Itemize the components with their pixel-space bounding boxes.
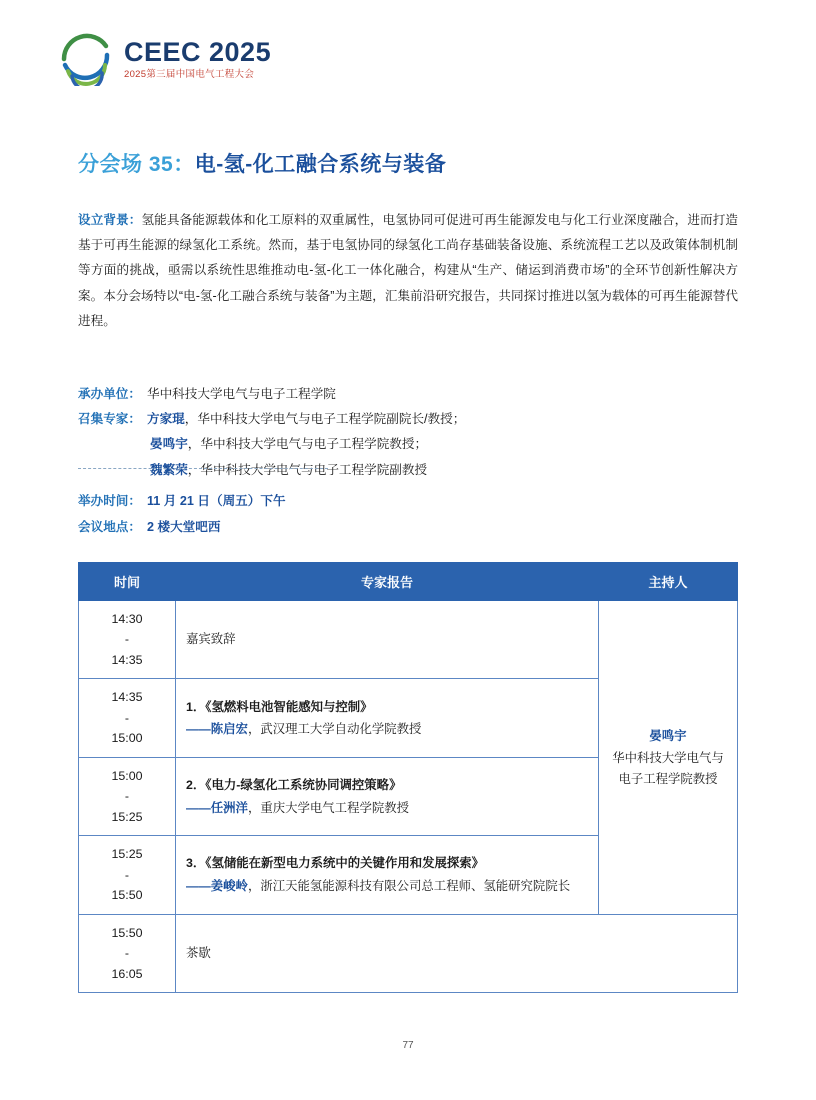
- page-number: 77: [402, 1040, 414, 1051]
- page-title: [78, 148, 446, 178]
- convener-name-2: 魏繁荣: [150, 462, 188, 477]
- row-report-1: [176, 679, 599, 757]
- time-end: 14:35: [111, 652, 143, 667]
- background-label: 设立背景：: [78, 213, 142, 227]
- table-header-row: [79, 563, 738, 601]
- event-time-label: 举办时间：: [78, 494, 141, 508]
- host-affiliation: 华中科技大学电气与电子工程学院教授: [612, 751, 724, 786]
- time-sep: -: [124, 632, 130, 647]
- report-speaker-info-3: ，浙江天能氢能源科技有限公司总工程师、氢能研究院院长: [247, 878, 571, 893]
- organizer-label: 承办单位：: [78, 387, 141, 401]
- report-title-3: 3．《氢储能在新型电力系统中的关键作用和发展探索》: [186, 856, 485, 871]
- report-plain-4: 茶歇: [186, 946, 211, 961]
- convener-affiliation-0: ，华中科技大学电气与电子工程学院副院长/教授；: [184, 412, 466, 427]
- session-label: 分会场 35：: [78, 153, 195, 176]
- column-header-host: 主持人: [599, 563, 738, 601]
- background-text: 氢能具备能源载体和化工原料的双重属性，电氢协同可促进可再生能源发电与化工行业深度融合，进而打造基于可再生能源的绿氢化工系统。然而，基于电氢协同的绿氢化工尚存基础装备设施、系统流程工艺以及政策体制机制等方面的挑战，亟需以系统性思维推动电-氢-化工一体化融合，构建从“生产、储运到消费市场”的全环节创新性解决方案。本分会场特以“电-氢-化工融合系统与装备”为主题，汇集前沿研究报告，共同探讨推进以氢为载体的可再生能源替代进程。: [78, 213, 739, 328]
- row-time-1: [79, 679, 176, 757]
- ceec-swoosh-logo-icon: [60, 32, 114, 86]
- event-venue-label: 会议地点：: [78, 520, 141, 535]
- convener-row-0: [78, 407, 738, 432]
- row-time-4: [79, 914, 176, 992]
- time-sep: -: [124, 867, 130, 882]
- agenda-table: [78, 562, 738, 993]
- table-row: [79, 601, 738, 679]
- convener-entry: [147, 407, 465, 432]
- organizer-row: [78, 382, 738, 407]
- report-speaker-info-2: ，重庆大学电气工程学院教授: [247, 800, 410, 815]
- row-time-2: [79, 757, 176, 835]
- time-start: 14:30: [111, 612, 143, 626]
- report-speaker-2: ——任洲洋: [186, 800, 248, 815]
- time-sep: -: [124, 710, 130, 725]
- time-end: 15:00: [111, 731, 143, 746]
- time-end: 15:50: [111, 888, 143, 903]
- column-header-report: 专家报告: [176, 563, 599, 601]
- time-sep: -: [124, 946, 130, 961]
- background-paragraph: [78, 208, 738, 334]
- time-sep: -: [124, 789, 130, 804]
- report-speaker-info-1: ，武汉理工大学自动化学院教授: [247, 722, 422, 737]
- row-report-0: [176, 601, 599, 679]
- time-start: 14:35: [111, 690, 143, 705]
- time-start: 15:50: [111, 925, 143, 940]
- report-speaker-1: ——陈启宏: [186, 722, 248, 737]
- report-speaker-3: ——姜峻岭: [186, 878, 248, 893]
- column-header-time: 时间: [79, 563, 176, 601]
- event-time-value: 11 月 21 日（周五）下午: [146, 494, 286, 508]
- event-venue-row: [78, 514, 286, 540]
- convener-entry: [150, 432, 427, 457]
- report-plain-0: 嘉宾致辞: [186, 632, 236, 647]
- event-venue-value: 2 楼大堂吧西: [146, 520, 221, 535]
- row-report-3: [176, 836, 599, 914]
- time-end: 15:25: [111, 809, 143, 824]
- event-meta: [78, 488, 286, 541]
- section-divider: [78, 468, 328, 469]
- convener-row-1: [78, 432, 738, 457]
- logo-subtitle: 2025第三届中国电气工程大会: [124, 68, 255, 80]
- conveners-label: 召集专家：: [78, 412, 141, 427]
- row-time-3: [79, 836, 176, 914]
- time-end: 16:05: [111, 966, 143, 981]
- convener-affiliation-2: ，华中科技大学电气与电子工程学院副教授: [187, 462, 428, 477]
- convener-entry: [150, 458, 427, 483]
- row-report-4: [176, 914, 738, 992]
- conference-logo: [60, 32, 271, 86]
- report-title-1: 1．《氢燃料电池智能感知与控制》: [186, 699, 373, 714]
- convener-name-0: 方家琨: [146, 412, 185, 427]
- session-name: 电-氢-化工融合系统与装备: [194, 153, 447, 176]
- host-name: 晏鸣宇: [649, 728, 687, 743]
- convener-affiliation-1: ，华中科技大学电气与电子工程学院教授；: [187, 437, 428, 452]
- time-start: 15:25: [111, 847, 143, 862]
- logo-title: CEEC 2025: [124, 36, 272, 67]
- organizer-value: 华中科技大学电气与电子工程学院: [146, 387, 336, 401]
- row-time-0: [79, 601, 176, 679]
- time-start: 15:00: [111, 768, 143, 783]
- row-report-2: [176, 757, 599, 835]
- event-time-row: [78, 488, 286, 514]
- report-title-2: 2．《电力-绿氢化工系统协同调控策略》: [186, 778, 402, 793]
- table-row: [79, 914, 738, 992]
- row-host: [599, 601, 738, 915]
- convener-name-1: 晏鸣宇: [150, 437, 188, 452]
- convener-row-2: [78, 458, 738, 483]
